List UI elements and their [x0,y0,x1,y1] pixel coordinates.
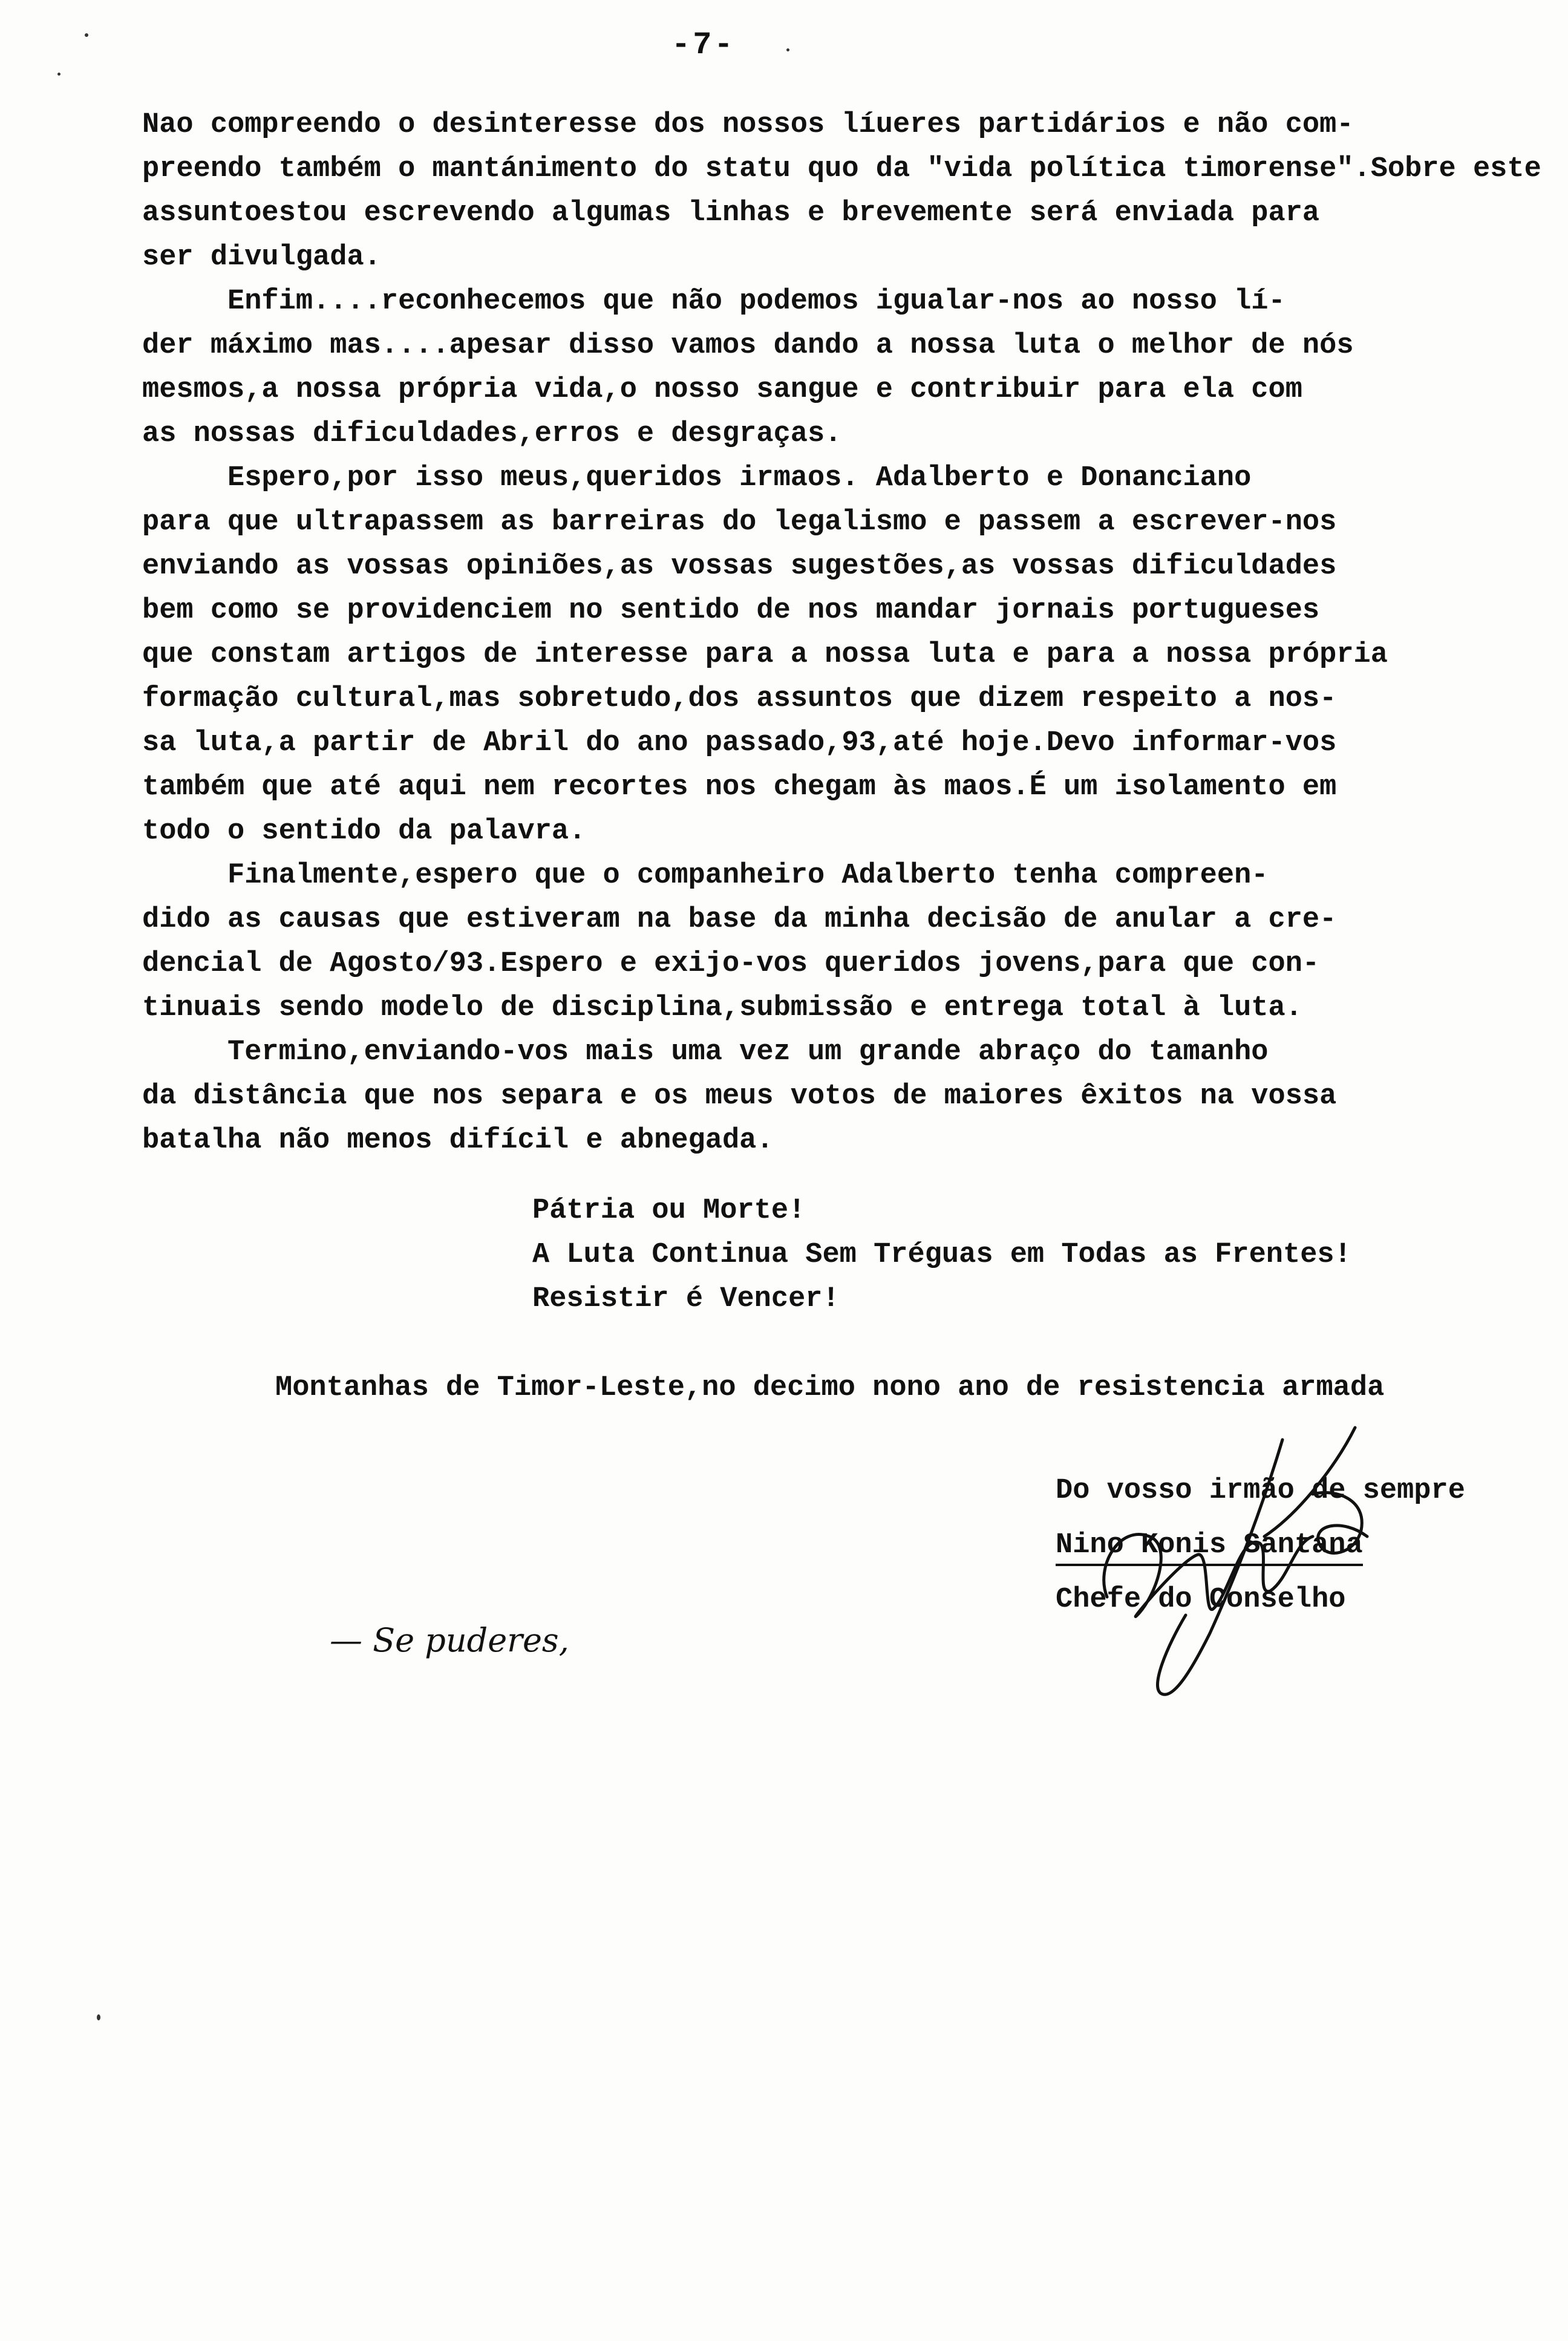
page-number: -7- [671,27,736,63]
body-line: Nao compreendo o desinteresse dos nossos líueres partidários e não com- [142,109,1354,141]
body-line: também que até aqui nem recortes nos chegam às maos.É um isolamento em [142,771,1337,803]
handwritten-margin-note: — Se puderes, [330,1621,569,1659]
paper-speck [57,73,60,76]
body-line: Espero,por isso meus,queridos irmaos. Adalberto e Donanciano [142,462,1252,494]
body-line: Enfim....reconhecemos que não podemos igualar-nos ao nosso lí- [142,286,1285,318]
body-line: todo o sentido da palavra. [142,815,586,847]
body-line: bem como se providenciem no sentido de nos mandar jornais portugueses [142,595,1320,627]
body-line: sa luta,a partir de Abril do ano passado,93,até hoje.Devo informar-vos [142,727,1337,759]
body-line: der máximo mas....apesar disso vamos dando a nossa luta o melhor de nós [142,330,1354,362]
signature-salutation: Do vosso irmão de sempre [1056,1475,1465,1507]
body-line: Finalmente,espero que o companheiro Adalberto tenha compreen- [142,860,1269,892]
body-line: da distância que nos separa e os meus votos de maiores êxitos na vossa [142,1080,1337,1112]
body-line: batalha não menos difícil e abnegada. [142,1125,774,1157]
body-line: dencial de Agosto/93.Espero e exijo-vos queridos jovens,para que con- [142,948,1320,980]
body-line: para que ultrapassem as barreiras do legalismo e passem a escrever-nos [142,506,1337,538]
body-line: preendo também o mantánimento do statu quo da "vida política timorense".Sobre este [142,153,1541,185]
body-line: dido as causas que estiveram na base da minha decisão de anular a cre- [142,904,1337,936]
closing-line: Pátria ou Morte! [532,1195,806,1227]
paper-speck [786,48,789,51]
body-line: enviando as vossas opiniões,as vossas sugestões,as vossas dificuldades [142,550,1337,583]
handwritten-signature [1083,1415,1446,1706]
closing-line: Resistir é Vencer! [532,1283,840,1315]
closing-line: A Luta Continua Sem Tréguas em Todas as Frentes! [532,1239,1351,1271]
place-line: Montanhas de Timor-Leste,no decimo nono ano de resistencia armada [275,1372,1385,1404]
body-line: ser divulgada. [142,241,381,273]
signatory-title: Chefe do Conselho [1056,1584,1346,1616]
closing-slogans [532,1189,1351,1321]
paper-speck [85,33,88,37]
body-line: tinuais sendo modelo de disciplina,submissão e entrega total à luta. [142,992,1302,1024]
body-line: que constam artigos de interesse para a nossa luta e para a nossa própria [142,639,1388,671]
body-line: Termino,enviando-vos mais uma vez um grande abraço do tamanho [142,1036,1269,1068]
body-line: assuntoestou escrevendo algumas linhas e brevemente será enviada para [142,197,1320,229]
paper-speck [97,2014,100,2020]
body-line: mesmos,a nossa própria vida,o nosso sangue e contribuir para ela com [142,374,1302,406]
signatory-name: Nino Konis Santana [1056,1527,1363,1566]
body-line: as nossas dificuldades,erros e desgraças. [142,418,842,450]
body-line: formação cultural,mas sobretudo,dos assuntos que dizem respeito a nos- [142,683,1337,715]
letter-body [142,103,1541,1163]
